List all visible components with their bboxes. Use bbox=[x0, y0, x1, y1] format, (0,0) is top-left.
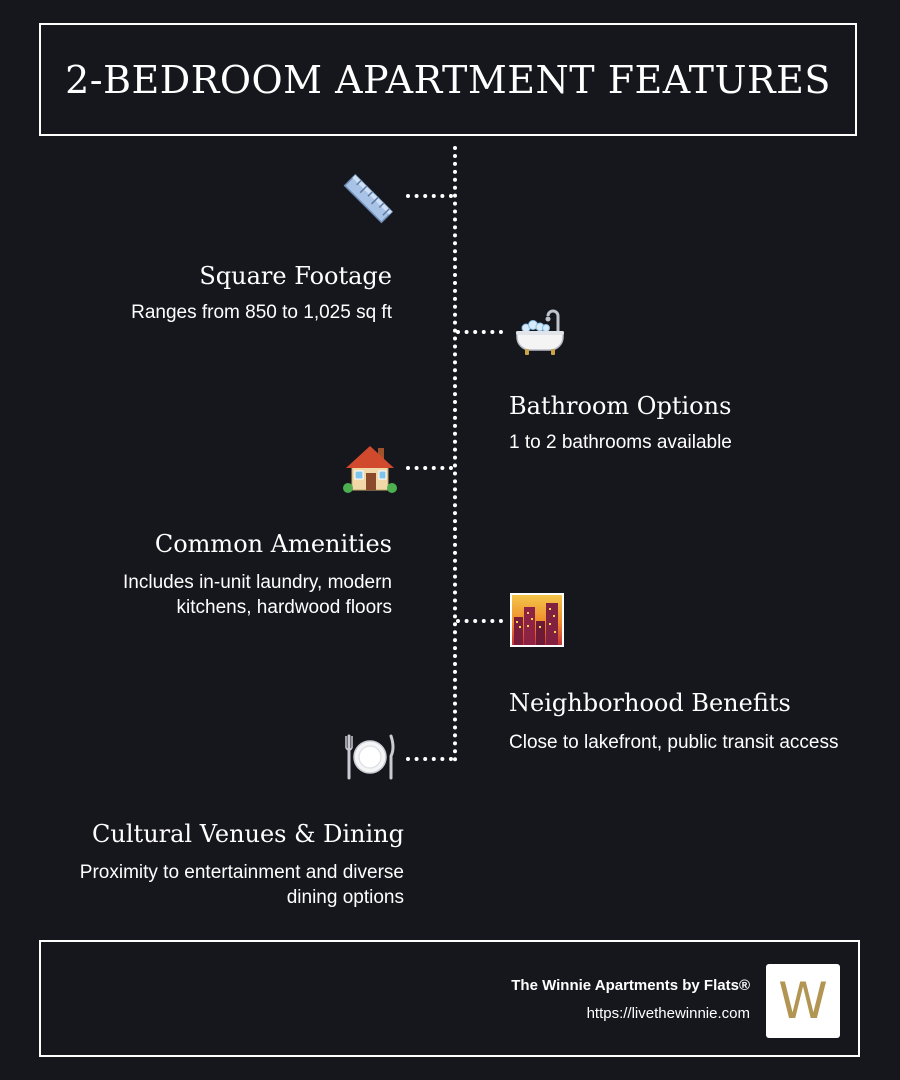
bathtub-icon bbox=[512, 304, 568, 360]
winnie-logo bbox=[766, 964, 840, 1038]
footer-box bbox=[39, 940, 860, 1057]
plate-cutlery-icon bbox=[342, 728, 398, 784]
feature-title-neighborhood-benefits: Neighborhood Benefits bbox=[509, 689, 791, 717]
house-icon bbox=[342, 440, 398, 496]
connector-neighborhood-benefits bbox=[456, 619, 503, 623]
feature-desc-cultural-venues: Proximity to entertainment and diverse dining options bbox=[79, 862, 404, 908]
feature-title-common-amenities: Common Amenities bbox=[154, 530, 392, 558]
connector-square-footage bbox=[406, 194, 453, 198]
feature-title-square-footage: Square Footage bbox=[199, 262, 392, 290]
brand-name: The Winnie Apartments by Flats® bbox=[511, 977, 750, 994]
ruler-icon bbox=[340, 171, 396, 227]
connector-common-amenities bbox=[406, 466, 453, 470]
logo-letter: W bbox=[778, 972, 828, 1030]
cityscape-icon bbox=[509, 592, 565, 648]
feature-desc-bathroom-options: 1 to 2 bathrooms available bbox=[509, 432, 732, 453]
timeline-spine bbox=[453, 146, 457, 762]
page-title: 2-BEDROOM APARTMENT FEATURES bbox=[65, 57, 831, 102]
feature-desc-neighborhood-benefits: Close to lakefront, public transit access bbox=[509, 732, 839, 753]
feature-title-bathroom-options: Bathroom Options bbox=[509, 392, 732, 420]
feature-title-cultural-venues: Cultural Venues & Dining bbox=[92, 820, 404, 848]
connector-cultural-venues bbox=[406, 757, 453, 761]
feature-desc-square-footage: Ranges from 850 to 1,025 sq ft bbox=[131, 302, 392, 323]
feature-desc-common-amenities: Includes in-unit laundry, modern kitchens, hardwood floors bbox=[123, 572, 392, 618]
header-box bbox=[39, 23, 857, 136]
website-link[interactable]: https://livethewinnie.com bbox=[586, 1005, 750, 1022]
connector-bathroom-options bbox=[456, 330, 503, 334]
